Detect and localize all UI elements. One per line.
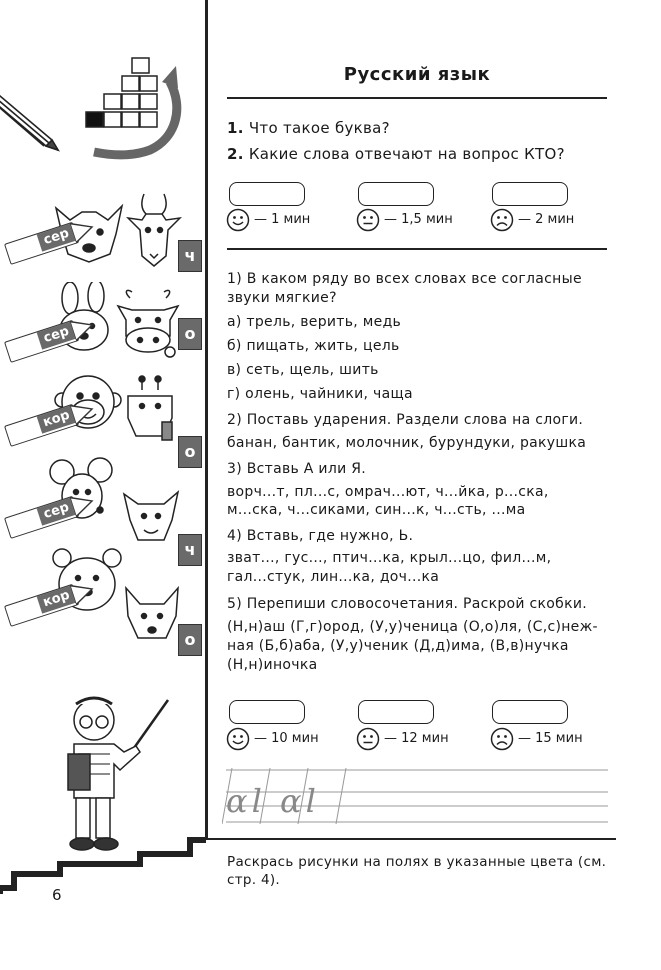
handwriting-sample: ɑl ɑl <box>226 782 320 820</box>
cow-head-icon <box>112 288 186 360</box>
task-3-title: 3) Вставь А или Я. <box>227 461 367 477</box>
task-1-line-1: 1) В каком ряду во всех словах все согласные <box>227 271 582 287</box>
task-2-words: банан, бантик, молочник, бурундуки, ракушка <box>227 435 587 451</box>
time-label-4: — 10 мин <box>254 731 319 746</box>
staircase-decoration <box>0 836 208 896</box>
time-box-2[interactable] <box>358 182 434 206</box>
fox-head-icon <box>118 584 186 648</box>
color-tag-4: ч <box>178 534 202 566</box>
color-label-text: сер <box>37 223 77 251</box>
sad-face-icon <box>490 727 514 751</box>
task-1-line-2: звуки мягкие? <box>227 290 337 306</box>
happy-face-icon <box>226 727 250 751</box>
color-tag-2: о <box>178 318 202 350</box>
happy-face-icon <box>226 208 250 232</box>
task-4-line-1: зват..., гус..., птич...ка, крыл...цо, фил...м, <box>227 550 552 566</box>
color-label-text: сер <box>37 497 77 525</box>
color-tag-3: о <box>178 436 202 468</box>
dog-head-icon <box>118 486 184 548</box>
question-number: 1. <box>227 119 244 137</box>
neutral-face-icon <box>356 208 380 232</box>
blocks-progress-icon <box>84 56 182 160</box>
title-rule <box>227 97 607 99</box>
time-box-4[interactable] <box>229 700 305 724</box>
question-2 <box>227 145 565 163</box>
question-text: Что такое буква? <box>248 119 390 137</box>
time-box-6[interactable] <box>492 700 568 724</box>
time-box-3[interactable] <box>492 182 568 206</box>
goat-head-icon <box>126 190 182 270</box>
time-label-1: — 1 мин <box>254 212 311 227</box>
task-4-line-2: гал...стук, лин...ка, доч...ка <box>227 569 440 585</box>
question-1 <box>227 119 390 137</box>
task-1-option-b: б) пищать, жить, цель <box>227 338 400 354</box>
task-5-line-3: (Н,н)иночка <box>227 657 318 673</box>
page-title: Русский язык <box>343 64 491 85</box>
footer-note-line-2: стр. 4). <box>227 872 280 888</box>
question-text: Какие слова отвечают на вопрос КТО? <box>248 145 565 163</box>
footer-rule <box>205 838 616 840</box>
task-5-line-1: (Н,н)аш (Г,г)ород, (У,у)ченица (О,о)ля, (С,с)неж- <box>227 619 598 635</box>
time-box-5[interactable] <box>358 700 434 724</box>
time-label-6: — 15 мин <box>518 731 583 746</box>
color-label-text: кор <box>37 585 77 613</box>
task-5-line-2: ная (Б,б)аба, (У,у)ченик (Д,д)има, (В,в)нучка <box>227 638 569 654</box>
color-tag-5: о <box>178 624 202 656</box>
giraffe-head-icon <box>118 374 184 444</box>
section-rule <box>227 248 607 250</box>
color-label-3 <box>4 398 98 447</box>
neutral-face-icon <box>356 727 380 751</box>
color-tag-1: ч <box>178 240 202 272</box>
task-3-line-2: м...ска, ч...сиками, син...к, ч...сть, ...ма <box>227 502 526 518</box>
task-3-line-1: ворч...т, пл...с, омрач...ют, ч...йка, р...ска, <box>227 484 549 500</box>
pencil-icon <box>0 88 80 168</box>
task-5-title: 5) Перепиши словосочетания. Раскрой скобки. <box>227 596 587 612</box>
color-label-text: сер <box>37 321 77 349</box>
time-label-2: — 1,5 мин <box>384 212 453 227</box>
time-label-3: — 2 мин <box>518 212 575 227</box>
left-margin <box>0 0 207 970</box>
question-number: 2. <box>227 145 244 163</box>
task-1-option-a: а) трель, верить, медь <box>227 314 402 330</box>
task-1-option-c: в) сеть, щель, шить <box>227 362 379 378</box>
task-4-title: 4) Вставь, где нужно, Ь. <box>227 528 414 544</box>
task-2-title: 2) Поставь ударения. Раздели слова на слоги. <box>227 412 584 428</box>
color-label-text: кор <box>37 405 77 433</box>
footer-note-line-1: Раскрась рисунки на полях в указанные цвета (см. <box>227 854 607 870</box>
time-box-1[interactable] <box>229 182 305 206</box>
time-label-5: — 12 мин <box>384 731 449 746</box>
margin-divider <box>205 0 208 840</box>
sad-face-icon <box>490 208 514 232</box>
page-number: 6 <box>52 886 62 904</box>
task-1-option-d: г) олень, чайники, чаща <box>227 386 413 402</box>
